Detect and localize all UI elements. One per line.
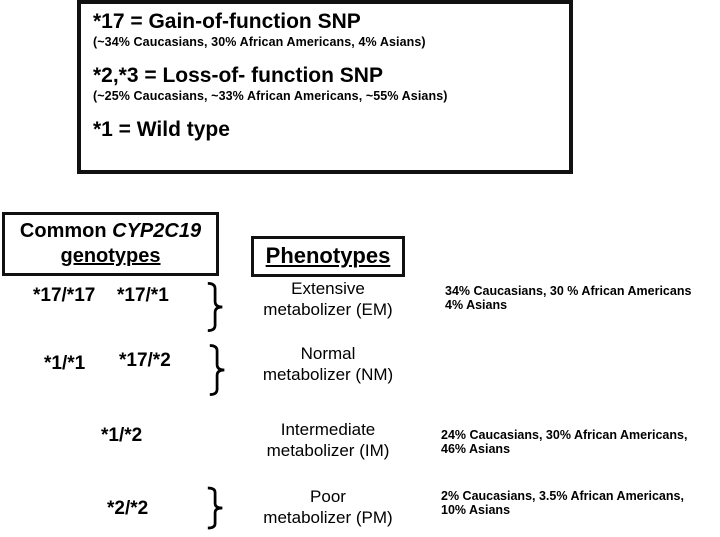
curly-brace-icon xyxy=(206,279,226,335)
phenotypes-header-box xyxy=(251,236,405,277)
genotypes-header-prefix: Common xyxy=(19,220,113,242)
allele-legend-box xyxy=(77,0,573,174)
phenotype-intermediate xyxy=(243,419,413,461)
genotype-label: *1/*1 xyxy=(44,353,86,374)
frequency-line1: 2% Caucasians, 3.5% African Americans, xyxy=(441,489,684,503)
genotype-label: *2/*2 xyxy=(107,498,149,519)
frequency-intermediate xyxy=(441,428,687,456)
phenotype-line2: metabolizer (EM) xyxy=(263,300,393,319)
phenotype-line2: metabolizer (NM) xyxy=(262,365,394,384)
phenotype-line1: Normal xyxy=(300,344,356,363)
genotypes-header-box xyxy=(2,212,219,276)
genotype-label: *17/*17 xyxy=(33,285,96,306)
phenotype-line2: metabolizer (IM) xyxy=(266,441,390,460)
legend-item-loss-of-function xyxy=(93,64,569,104)
legend-title: *1 = Wild type xyxy=(93,118,230,141)
frequency-line2: 46% Asians xyxy=(441,442,511,456)
frequency-extensive xyxy=(445,284,691,312)
legend-title: *2,*3 = Loss-of- function SNP xyxy=(93,64,383,87)
curly-brace-icon xyxy=(208,341,228,399)
frequency-line1: 24% Caucasians, 30% African Americans, xyxy=(441,428,688,442)
frequency-poor xyxy=(441,489,684,517)
legend-frequency: (~34% Caucasians, 30% African Americans, 4% Asians) xyxy=(93,35,426,49)
gene-name: CYP2C19 xyxy=(112,220,202,242)
curly-brace-icon xyxy=(206,484,226,532)
genotypes-header-line2: genotypes xyxy=(60,245,161,267)
phenotype-normal xyxy=(243,343,413,385)
phenotypes-header: Phenotypes xyxy=(265,243,391,268)
genotype-label: *17/*1 xyxy=(117,285,169,306)
phenotype-line1: Poor xyxy=(310,487,346,506)
frequency-line1: 34% Caucasians, 30 % African Americans xyxy=(445,284,692,298)
genotype-label: *1/*2 xyxy=(101,425,143,446)
phenotype-line2: metabolizer (PM) xyxy=(263,508,393,527)
genotypes-header-line1 xyxy=(5,219,216,244)
legend-item-wild-type xyxy=(93,118,569,142)
phenotype-line1: Extensive xyxy=(291,279,365,298)
genotype-label: *17/*2 xyxy=(119,350,171,371)
legend-frequency: (~25% Caucasians, ~33% African Americans, ~55% Asians) xyxy=(93,89,448,103)
phenotype-line1: Intermediate xyxy=(280,420,376,439)
legend-item-gain-of-function xyxy=(93,10,569,50)
legend-title: *17 = Gain-of-function SNP xyxy=(93,10,361,33)
frequency-line2: 4% Asians xyxy=(445,298,508,312)
frequency-line2: 10% Asians xyxy=(441,503,511,517)
phenotype-poor xyxy=(243,486,413,528)
phenotype-extensive xyxy=(243,278,413,320)
